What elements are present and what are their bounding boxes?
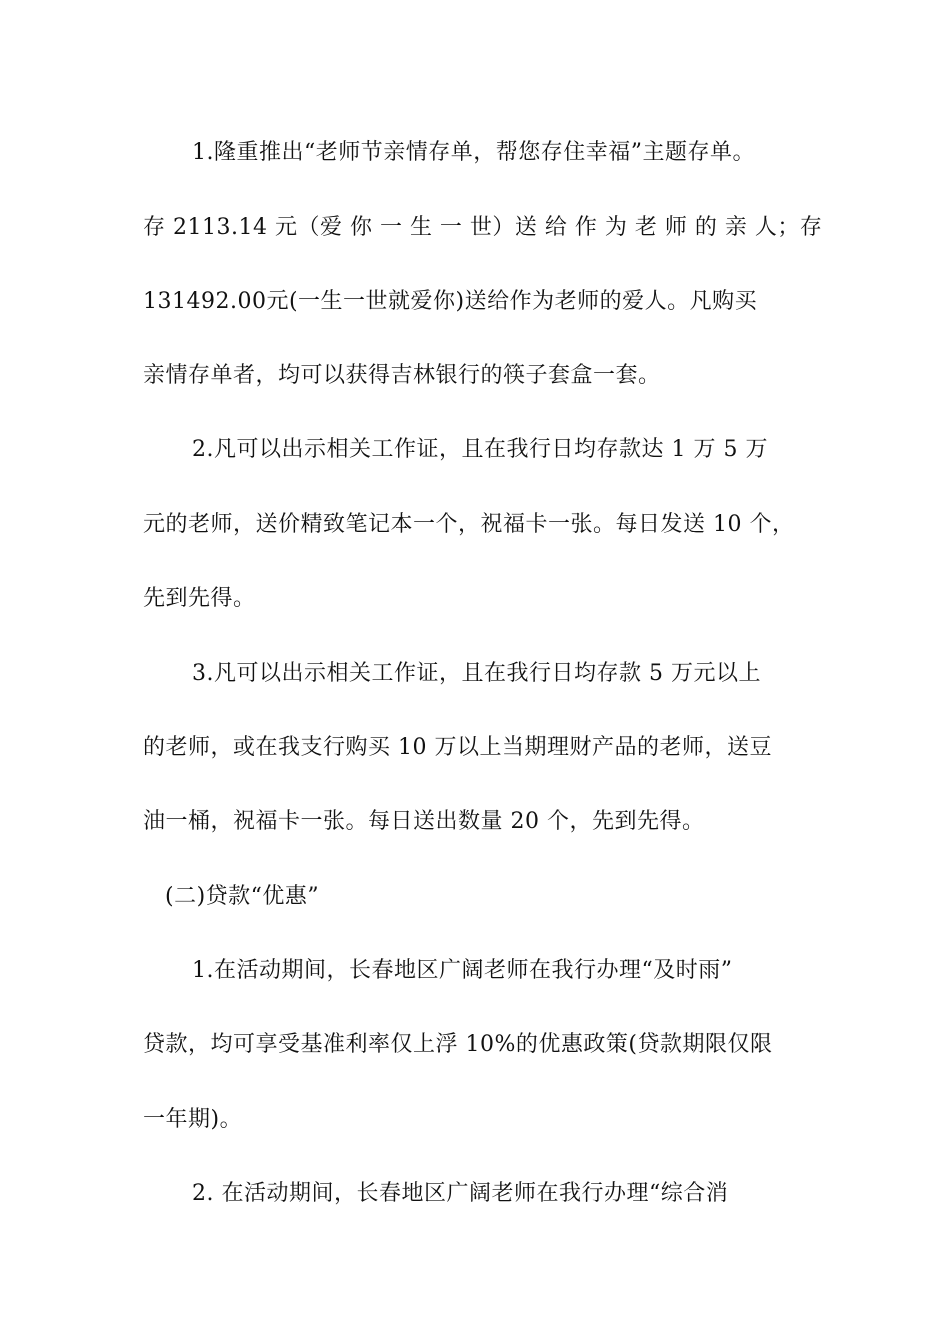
text-line: 的老师，或在我支行购买 10 万以上当期理财产品的老师，送豆 [143,735,772,760]
text-line: 油一桶，祝福卡一张。每日送出数量 20 个，先到先得。 [143,809,705,834]
text-line: 1.隆重推出“老师节亲情存单，帮您存住幸福”主题存单。 [192,140,755,165]
text-line: 亲情存单者，均可以获得吉林银行的筷子套盒一套。 [143,363,661,388]
text-line: 3.凡可以出示相关工作证，且在我行日均存款 5 万元以上 [192,661,761,686]
text-line: 2.凡可以出示相关工作证，且在我行日均存款达 1 万 5 万 [192,437,768,462]
text-line: 元的老师，送价精致笔记本一个，祝福卡一张。每日发送 10 个， [143,512,795,537]
section-heading: (二)贷款“优惠” [165,884,320,909]
text-line: 131492.00元(一生一世就爱你)送给作为老师的爱人。凡购买 [143,289,758,314]
text-line: 一年期)。 [143,1107,243,1132]
text-line: 2. 在活动期间，长春地区广阔老师在我行办理“综合消 [192,1181,729,1206]
text-line: 存 2113.14 元（爱 你 一 生 一 世）送 给 作 为 老 师 的 亲 人；存 [143,215,823,240]
text-line: 先到先得。 [143,586,256,611]
text-line: 贷款，均可享受基准利率仅上浮 10%的优惠政策(贷款期限仅限 [143,1032,773,1057]
text-line: 1.在活动期间，长春地区广阔老师在我行办理“及时雨” [192,958,733,983]
